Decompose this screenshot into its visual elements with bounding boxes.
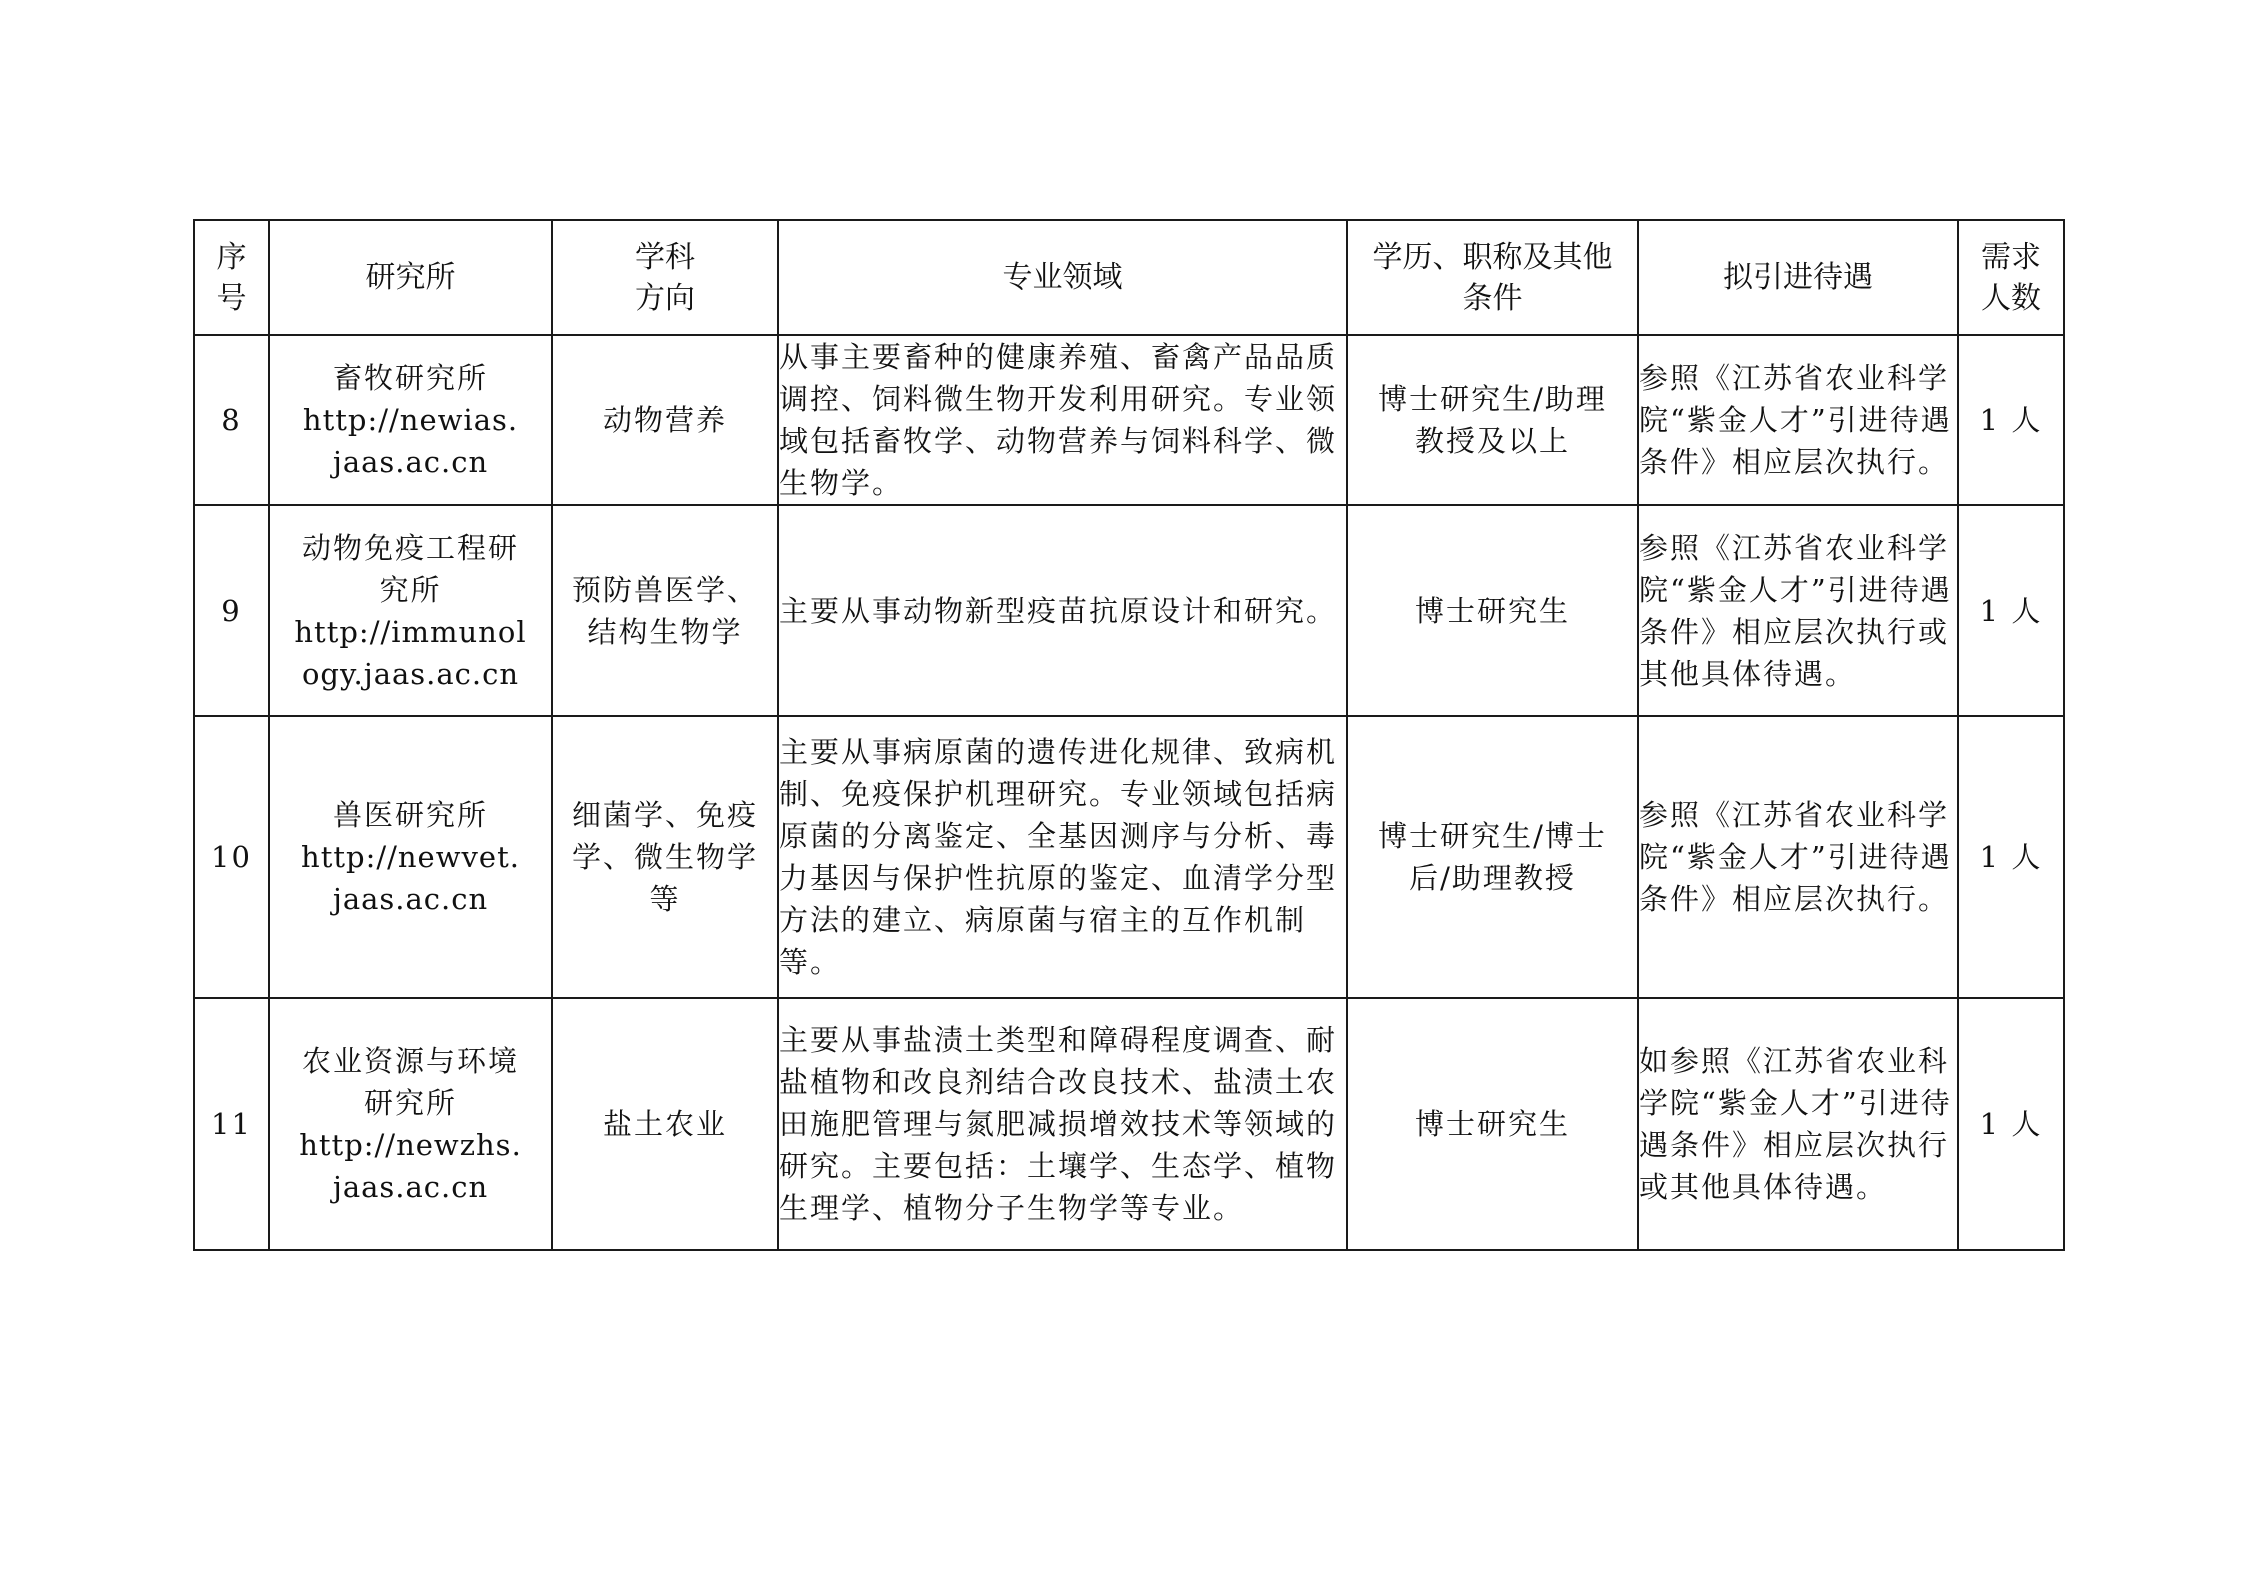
cell-discipline: 预防兽医学、 结构生物学 <box>552 505 778 716</box>
header-row <box>194 220 2064 335</box>
cell-seq: 11 <box>194 998 269 1250</box>
cell-requirements: 博士研究生/助理 教授及以上 <box>1347 335 1638 505</box>
cell-field: 从事主要畜种的健康养殖、畜禽产品品质调控、饲料微生物开发利用研究。专业领域包括畜牧学、动物营养与饲料科学、微生物学。 <box>778 335 1347 505</box>
cell-discipline: 盐土农业 <box>552 998 778 1250</box>
cell-seq: 9 <box>194 505 269 716</box>
table-row <box>194 505 2064 716</box>
institute-name: 畜牧研究所 <box>332 361 488 395</box>
cell-seq: 10 <box>194 716 269 998</box>
institute-url[interactable]: http://newvet. jaas.ac.cn <box>301 840 520 916</box>
header-discipline: 学科 方向 <box>552 220 778 335</box>
header-seq: 序 号 <box>194 220 269 335</box>
cell-field: 主要从事动物新型疫苗抗原设计和研究。 <box>778 505 1347 716</box>
header-requirements: 学历、职称及其他 条件 <box>1347 220 1638 335</box>
cell-count: 1 人 <box>1958 998 2064 1250</box>
cell-institute <box>269 998 552 1250</box>
institute-name: 动物免疫工程研 究所 <box>301 530 519 607</box>
cell-treatment: 如参照《江苏省农业科学院“紫金人才”引进待遇条件》相应层次执行或其他具体待遇。 <box>1638 998 1958 1250</box>
cell-institute <box>269 716 552 998</box>
cell-treatment: 参照《江苏省农业科学院“紫金人才”引进待遇条件》相应层次执行。 <box>1638 335 1958 505</box>
table-row <box>194 998 2064 1250</box>
header-count: 需求 人数 <box>1958 220 2064 335</box>
header-treatment: 拟引进待遇 <box>1638 220 1958 335</box>
cell-institute <box>269 505 552 716</box>
cell-treatment: 参照《江苏省农业科学院“紫金人才”引进待遇条件》相应层次执行或其他具体待遇。 <box>1638 505 1958 716</box>
institute-url[interactable]: http://newzhs. jaas.ac.cn <box>299 1128 522 1204</box>
institute-url[interactable]: http://newias. jaas.ac.cn <box>302 403 519 479</box>
cell-institute <box>269 335 552 505</box>
cell-requirements: 博士研究生/博士 后/助理教授 <box>1347 716 1638 998</box>
cell-field: 主要从事病原菌的遗传进化规律、致病机制、免疫保护机理研究。专业领域包括病原菌的分离鉴定、全基因测序与分析、毒力基因与保护性抗原的鉴定、血清学分型方法的建立、病原菌与宿主的互作机制等。 <box>778 716 1347 998</box>
cell-discipline: 细菌学、免疫 学、微生物学 等 <box>552 716 778 998</box>
recruitment-table <box>193 219 2065 1251</box>
institute-url[interactable]: http://immunol ogy.jaas.ac.cn <box>294 614 527 691</box>
table-row <box>194 335 2064 505</box>
cell-count: 1 人 <box>1958 505 2064 716</box>
institute-name: 兽医研究所 <box>332 798 488 832</box>
cell-count: 1 人 <box>1958 335 2064 505</box>
table-row <box>194 716 2064 998</box>
header-field: 专业领域 <box>778 220 1347 335</box>
cell-requirements: 博士研究生 <box>1347 998 1638 1250</box>
cell-requirements: 博士研究生 <box>1347 505 1638 716</box>
cell-treatment: 参照《江苏省农业科学院“紫金人才”引进待遇条件》相应层次执行。 <box>1638 716 1958 998</box>
cell-seq: 8 <box>194 335 269 505</box>
institute-name: 农业资源与环境 研究所 <box>301 1044 519 1120</box>
header-institute: 研究所 <box>269 220 552 335</box>
cell-field: 主要从事盐渍土类型和障碍程度调查、耐盐植物和改良剂结合改良技术、盐渍土农田施肥管理与氮肥减损增效技术等领域的研究。主要包括：土壤学、生态学、植物生理学、植物分子生物学等专业。 <box>778 998 1347 1250</box>
cell-discipline: 动物营养 <box>552 335 778 505</box>
cell-count: 1 人 <box>1958 716 2064 998</box>
